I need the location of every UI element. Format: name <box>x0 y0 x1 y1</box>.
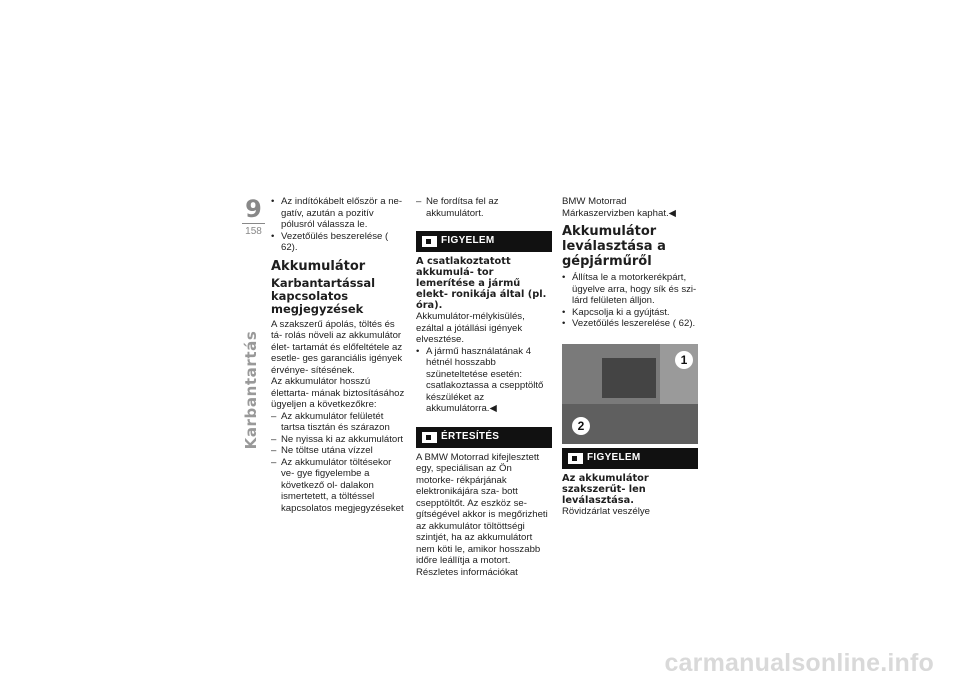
bullet-text: A jármű használatának 4 hétnél hosszabb szüneteltetése esetén: csatlakoztassa a csepptöltő készüléket az akkumulátorra.◀ <box>426 345 544 414</box>
warning-label: FIGYELEM <box>587 451 641 463</box>
column-3 <box>562 196 698 517</box>
dash-item: – Ne nyissa ki az akkumulátort <box>271 433 404 445</box>
notice-label: ÉRTESÍTÉS <box>441 430 500 442</box>
bullet-text: Állítsa le a motorkerékpárt, ügyelve arra, hogy sík és szi- lárd felületen álljon. <box>572 272 697 306</box>
bullet-item: • Az indítókábelt először a ne- gatív, azután a pozitív pólusról válassza le. <box>271 196 403 230</box>
paragraph: BMW Motorrad Márkaszervizben kaphat.◀ <box>562 196 677 219</box>
paragraph: A szakszerű ápolás, töltés és tá- rolás növeli az akkumulátor élet- tartamát és előfeltétele az esetle- ges garanciális igények érvénye- sítésének. <box>271 318 403 376</box>
chapter-side-title: Karbantartás <box>242 330 260 450</box>
bullet-item: • Állítsa le a motorkerékpárt, ügyelve arra, hogy sík és szi- lárd felületen álljon. <box>562 272 697 306</box>
warning-banner <box>416 231 552 252</box>
bullet-text: Vezetőülés leszerelése ( 62). <box>572 318 696 329</box>
notice-text: A BMW Motorrad kifejlesztett egy, speciálisan az Ön motorke- rékpárjának elektronikájára sza- bott csepptöltőt. Az eszköz se- gítségével akkor is megőrizheti az akkumulátor töltöttségi szintjét, ha az akkumulátort nem köti le, amikor hosszabb időre leállítja a motort. Részletes információkat <box>416 451 548 578</box>
battery-shape <box>602 358 656 398</box>
chapter-number: 9 <box>245 195 262 223</box>
notice-banner <box>416 427 552 448</box>
dash-item: – Ne töltse utána vízzel <box>271 445 373 456</box>
bullet-text: Az indítókábelt először a ne- gatív, azután a pozitív pólusról válassza le. <box>281 196 403 230</box>
bullet-text: Vezetőülés beszerelése ( 62). <box>281 230 389 253</box>
column-1 <box>271 196 407 514</box>
dash-text: Ne töltse utána vízzel <box>281 445 373 456</box>
page-number: 158 <box>245 226 262 237</box>
watermark: carmanualsonline.info <box>664 649 934 677</box>
dash-text: Az akkumulátor felületét tartsa tisztán és szárazon <box>281 410 390 433</box>
bullet-item: • Vezetőülés leszerelése ( 62). <box>562 318 696 329</box>
notice-book-icon <box>422 432 437 443</box>
bullet-text: Kapcsolja ki a gyújtást. <box>572 306 670 318</box>
dash-item: – Az akkumulátor töltésekor ve- gye figyelembe a következő ol- dalakon ismertetett, a töltéssel kapcsolatos megjegyzéseket <box>271 456 404 514</box>
dash-item: – Ne fordítsa fel az akkumulátort. <box>416 196 499 219</box>
battery-photo <box>562 344 698 444</box>
chapter-divider <box>242 223 265 224</box>
warning-banner <box>562 448 698 469</box>
column-2 <box>416 196 552 578</box>
warning-label: FIGYELEM <box>441 235 495 246</box>
bullet-item: • Vezetőülés beszerelése ( 62). <box>271 230 389 253</box>
warning-book-icon <box>422 236 437 247</box>
section-heading: Akkumulátor <box>271 258 366 274</box>
warning-title: A csatlakoztatott akkumulá- tor lemerítése a jármű elekt- ronikája által (pl. óra). <box>416 256 547 311</box>
warning-title: Az akkumulátor szakszerűt- len leválasztása. <box>562 472 649 506</box>
dash-text: Az akkumulátor töltésekor ve- gye figyelembe a következő ol- dalakon ismertetett, a töltéssel kapcsolatos megjegyzéseket <box>281 456 404 514</box>
paragraph: Az akkumulátor hosszú élettarta- mának biztosításához ügyeljen a következőkre: <box>271 376 405 410</box>
warning-text: Akkumulátor-mélykisülés, ezáltal a jótállási igények elvesztése. <box>416 311 525 345</box>
section-heading: Akkumulátor leválasztása a gépjárműről <box>562 224 666 269</box>
warning-text: Rövidzárlat veszélye <box>562 505 650 517</box>
subsection-heading: Karbantartással kapcsolatos megjegyzések <box>271 275 376 316</box>
callout-1: 1 <box>675 351 693 369</box>
bullet-item: • A jármű használatának 4 hétnél hosszabb szüneteltetése esetén: csatlakoztassa a csepptöltő készüléket az akkumulátorra.◀ <box>416 345 544 414</box>
dash-item: – Az akkumulátor felületét tartsa tisztán és szárazon <box>271 410 390 433</box>
dash-text: Ne fordítsa fel az akkumulátort. <box>426 196 499 219</box>
bullet-item: • Kapcsolja ki a gyújtást. <box>562 306 670 318</box>
callout-2: 2 <box>572 417 590 435</box>
warning-book-icon <box>568 453 583 464</box>
chapter-side-title-box <box>240 330 262 450</box>
dash-text: Ne nyissa ki az akkumulátort <box>281 433 404 445</box>
